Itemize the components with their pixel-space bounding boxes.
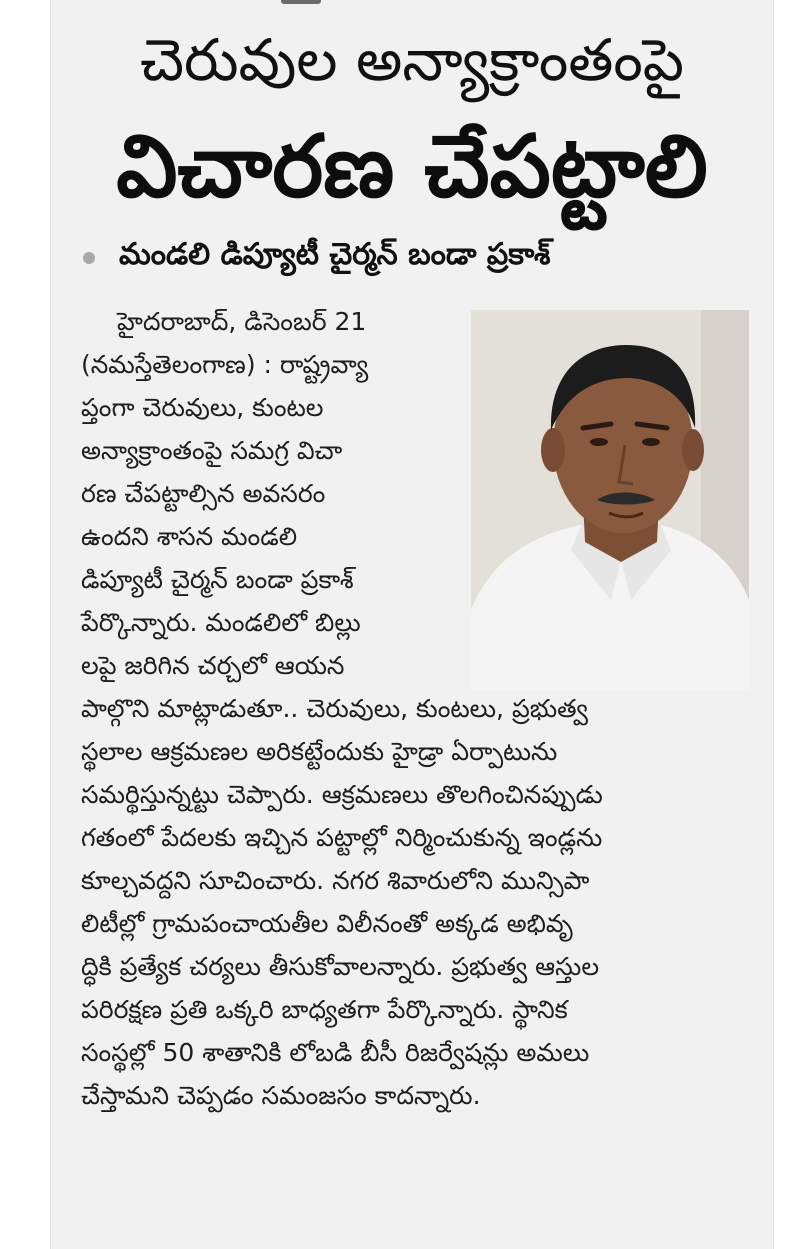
body-line: కూల్చవద్దని సూచించారు. నగర శివారులోని మున్సిపా: [81, 866, 590, 895]
headline-line-2: విచారణ చేపట్టాలి: [116, 117, 708, 217]
bullet-icon: [83, 252, 95, 264]
newspaper-clipping: [50, 0, 774, 1249]
body-line: పరిరక్షణ ప్రతి ఒక్కరి బాధ్యతగా పేర్కొన్నారు. స్థానిక: [81, 995, 568, 1024]
body-line: పేర్కొన్నారు. మండలిలో బిల్లు: [81, 608, 361, 637]
subheadline: [83, 236, 550, 280]
subheadline-text: మండలి డిప్యూటీ చైర్మన్‌ బండా ప్రకాశ్‌: [119, 237, 551, 272]
body-line: లపై జరిగిన చర్చలో ఆయన: [81, 651, 345, 680]
body-line: అన్యాక్రాంతంపై సమగ్ర విచా: [81, 436, 343, 465]
body-line: ద్ధికి ప్రత్యేక చర్యలు తీసుకోవాలన్నారు. ప్రభుత్వ ఆస్తుల: [81, 952, 600, 981]
body-line: రణ చేపట్టాల్సిన అవసరం: [81, 479, 326, 508]
body-line: ప్తంగా చెరువులు, కుంటల: [81, 393, 324, 422]
body-line: గతంలో పేదలకు ఇచ్చిన పట్టాల్లో నిర్మించుకున్న ఇండ్లను: [81, 823, 603, 852]
body-line: చేస్తామని చెప్పడం సమంజసం కాదన్నారు.: [81, 1081, 481, 1110]
body-line: స్థలాల ఆక్రమణల అరికట్టేందుకు హైడ్రా ఏర్పాటును: [81, 737, 558, 766]
body-line: సమర్థిస్తున్నట్టు చెప్పారు. ఆక్రమణలు తొలగించినప్పుడు: [81, 780, 603, 809]
body-line: సంస్థల్లో 50 శాతానికి లోబడి బీసీ రిజర్వేషన్లు అమలు: [81, 1038, 590, 1067]
body-line: డిప్యూటీ చైర్మన్‌ బండా ప్రకాశ్‌: [81, 565, 354, 594]
article-body: [81, 300, 751, 1117]
body-line: పాల్గొని మాట్లాడుతూ.. చెరువులు, కుంటలు, ప్రభుత్వ: [81, 694, 588, 723]
cropped-text-fragment: [281, 0, 321, 4]
headline-line-1: చెరువుల అన్యాక్రాంతంపై: [139, 26, 685, 94]
body-line: (నమస్తేతెలంగాణ) : రాష్ట్రవ్యా: [81, 350, 369, 379]
body-line: ఉందని శాసన మండలి: [81, 522, 298, 551]
body-line: లిటీల్లో గ్రామపంచాయతీల విలీనంతో అక్కడ అభివృ: [81, 909, 573, 938]
body-line: హైదరాబాద్‌, డిసెంబర్‌ 21: [117, 307, 367, 336]
